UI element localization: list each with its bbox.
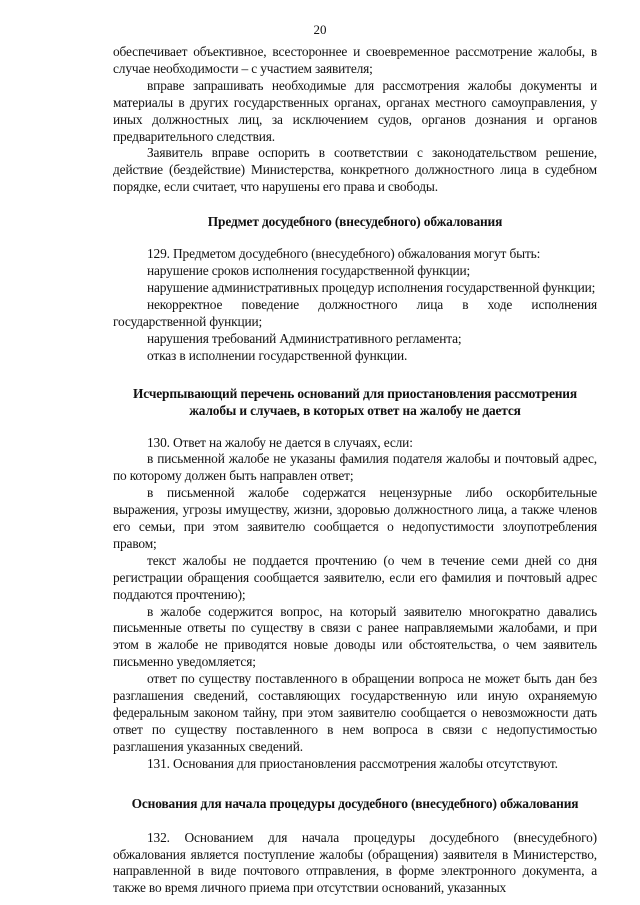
paragraph: обеспечивает объективное, всестороннее и своевременное рассмотрение жалобы, в случае необходимости – с участием заявителя;	[113, 44, 597, 76]
page-number: 20	[313, 22, 327, 37]
heading-line: жалобы и случаев, в которых ответ на жалобу не дается	[189, 402, 521, 418]
section-heading-grounds-suspension	[113, 385, 597, 419]
paragraph: текст жалобы не поддается прочтению (о чем в течение семи дней со дня регистрации обращения сообщается заявителю, если его фамилия и почтовый адрес поддаются прочтению);	[113, 552, 597, 602]
section-heading-grounds-start: Основания для начала процедуры досудебного (внесудебного) обжалования	[131, 795, 579, 811]
paragraph: нарушение сроков исполнения государственной функции;	[147, 263, 471, 279]
paragraph: 131. Основания для приостановления рассмотрения жалобы отсутствуют.	[147, 755, 558, 771]
paragraph: вправе запрашивать необходимые для рассмотрения жалобы документы и материалы в других государственных органах, органах местного самоуправления, у иных должностных лиц, за исключением судов, органов дознания и органов предварительного следствия.	[113, 77, 597, 144]
paragraph: 132. Основанием для начала процедуры досудебного (внесудебного) обжалования является поступление жалобы (обращения) заявителя в Министерство, направленной в виде почтового отправления, в форме электронного документа, а также во время личного приема при отсутствии оснований, указанных	[113, 829, 597, 896]
paragraph: 130. Ответ на жалобу не дается в случаях, если:	[147, 434, 413, 450]
paragraph: в письменной жалобе содержатся нецензурные либо оскорбительные выражения, угрозы имуществу, жизни, здоровью должностного лица, а также членов его семьи, при этом заявителю сообщается о недопустимости злоупотребления правом;	[113, 485, 597, 551]
paragraph: нарушение административных процедур исполнения государственной функции;	[147, 279, 596, 295]
heading-line: Исчерпывающий перечень оснований для приостановления рассмотрения	[133, 385, 577, 401]
paragraph: в жалобе содержится вопрос, на который заявителю многократно давались письменные ответы по существу в связи с ранее направляемыми жалобами, и при этом в жалобе не приводятся новые доводы или обстоятельства, о чем заявитель письменно уведомляется;	[113, 603, 597, 670]
paragraph: 129. Предметом досудебного (внесудебного) обжалования могут быть:	[147, 246, 541, 262]
paragraph: некорректное поведение должностного лица в ходе исполнения государственной функции;	[113, 296, 597, 329]
page-content	[113, 44, 597, 897]
paragraph: нарушения требований Административного регламента;	[147, 330, 462, 346]
section-heading-subject: Предмет досудебного (внесудебного) обжалования	[207, 214, 503, 230]
paragraph: ответ по существу поставленного в обращении вопроса не может быть дан без разглашения сведений, составляющих государственную или иную охраняемую федеральным законом тайну, при этом заявителю сообщается о невозможности дать ответ по существу поставленного в нем вопроса в связи с недопустимостью разглашения указанных сведений.	[113, 671, 597, 754]
paragraph: отказ в исполнении государственной функции.	[147, 347, 408, 363]
paragraph: Заявитель вправе оспорить в соответствии с законодательством решение, действие (бездействие) Министерства, конкретного должностного лица в судебном порядке, если считает, что нарушены его права и свободы.	[113, 145, 597, 195]
paragraph: в письменной жалобе не указаны фамилия подателя жалобы и почтовый адрес, по которому должен быть направлен ответ;	[113, 451, 597, 484]
